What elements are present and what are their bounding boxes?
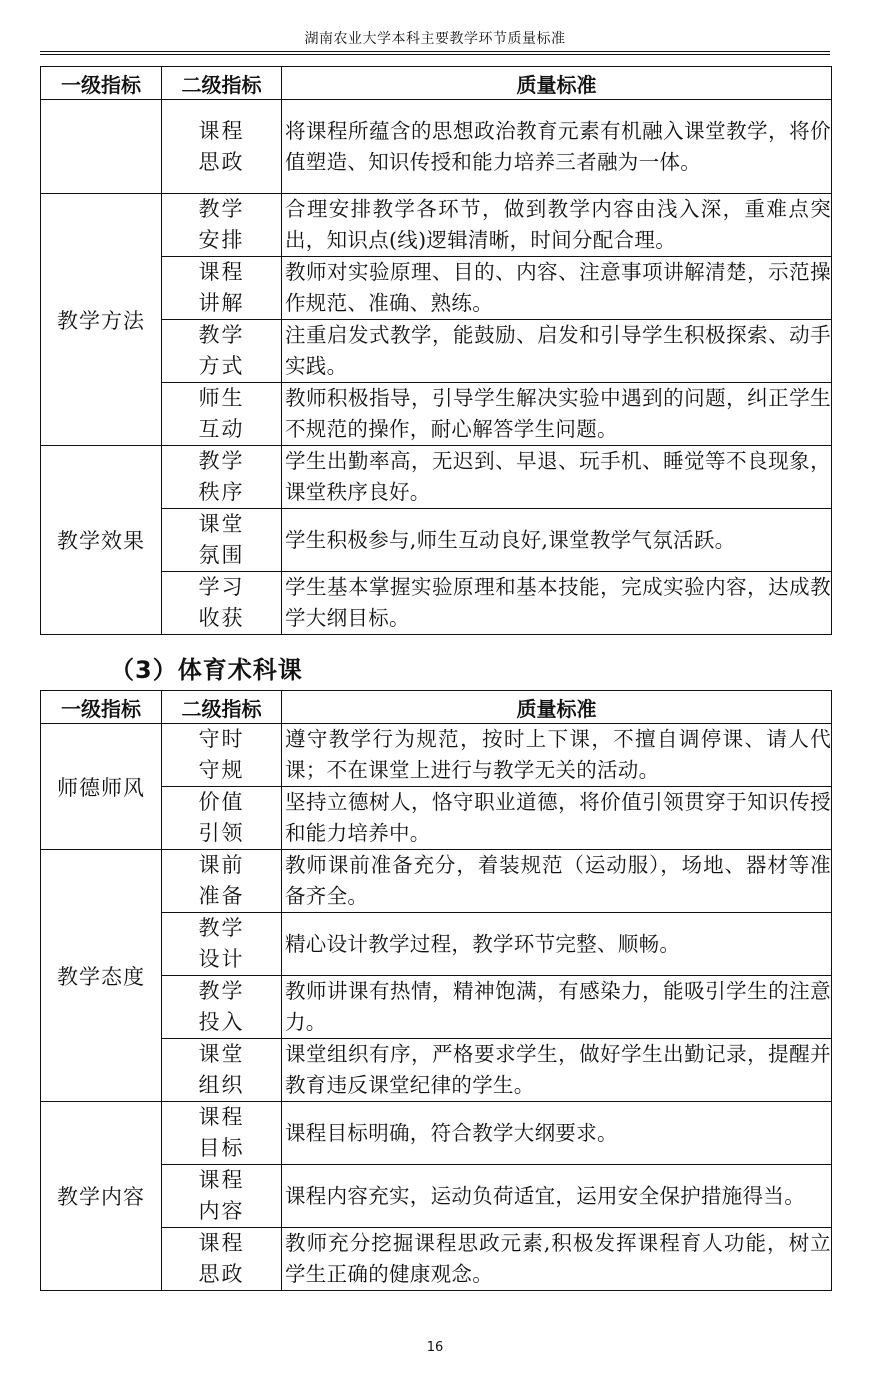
column-header-standard: 质量标准 <box>282 691 832 724</box>
standard-cell: 教师积极指导，引导学生解决实验中遇到的问题，纠正学生不规范的操作，耐心解答学生问题。 <box>282 383 832 446</box>
level1-cell: 师德师风 <box>41 724 162 850</box>
level1-cell: 教学方法 <box>41 194 162 446</box>
level2-cell: 师生 互动 <box>162 383 282 446</box>
level2-cell: 守时 守规 <box>162 724 282 787</box>
level2-cell: 课前 准备 <box>162 850 282 913</box>
standard-cell: 精心设计教学过程，教学环节完整、顺畅。 <box>282 913 832 976</box>
page-number: 16 <box>426 1340 444 1355</box>
level1-cell: 教学内容 <box>41 1102 162 1291</box>
standard-cell: 将课程所蕴含的思想政治教育元素有机融入课堂教学，将价值塑造、知识传授和能力培养三者融为一体。 <box>282 100 832 194</box>
level2-cell: 教学 安排 <box>162 194 282 257</box>
standard-cell: 课堂组织有序，严格要求学生，做好学生出勤记录，提醒并教育违反课堂纪律的学生。 <box>282 1039 832 1102</box>
column-header-level1: 一级指标 <box>41 691 162 724</box>
level1-cell <box>41 100 162 194</box>
table-row <box>41 1102 832 1165</box>
quality-standard-table-2 <box>40 690 832 1291</box>
level2-cell: 课程 目标 <box>162 1102 282 1165</box>
table-row <box>41 724 832 787</box>
column-header-level2: 二级指标 <box>162 691 282 724</box>
standard-cell: 学生基本掌握实验原理和基本技能，完成实验内容，达成教学大纲目标。 <box>282 572 832 635</box>
column-header-level2: 二级指标 <box>162 67 282 100</box>
header-rule-thin <box>40 54 830 55</box>
level2-cell: 课程 讲解 <box>162 257 282 320</box>
standard-cell: 教师讲课有热情，精神饱满，有感染力，能吸引学生的注意力。 <box>282 976 832 1039</box>
standard-cell: 课程目标明确，符合教学大纲要求。 <box>282 1102 832 1165</box>
standard-cell: 坚持立德树人，恪守职业道德，将价值引领贯穿于知识传授和能力培养中。 <box>282 787 832 850</box>
standard-cell: 学生积极参与,师生互动良好,课堂教学气氛活跃。 <box>282 509 832 572</box>
header-rule <box>40 51 830 52</box>
column-header-standard: 质量标准 <box>282 67 832 100</box>
standard-cell: 注重启发式教学，能鼓励、启发和引导学生积极探索、动手实践。 <box>282 320 832 383</box>
table-row <box>41 446 832 509</box>
table-row <box>41 850 832 913</box>
table-row <box>41 100 832 194</box>
level2-cell: 教学 投入 <box>162 976 282 1039</box>
standard-cell: 教师课前准备充分，着装规范（运动服），场地、器材等准备齐全。 <box>282 850 832 913</box>
level2-cell: 课堂 氛围 <box>162 509 282 572</box>
standard-cell: 遵守教学行为规范，按时上下课，不擅自调停课、请人代课；不在课堂上进行与教学无关的活动。 <box>282 724 832 787</box>
level2-cell: 课程 思政 <box>162 1228 282 1291</box>
level1-cell: 教学态度 <box>41 850 162 1102</box>
column-header-level1: 一级指标 <box>41 67 162 100</box>
table-row <box>41 194 832 257</box>
standard-cell: 合理安排教学各环节，做到教学内容由浅入深，重难点突出，知识点(线)逻辑清晰，时间分配合理。 <box>282 194 832 257</box>
level2-cell: 教学 设计 <box>162 913 282 976</box>
table-header-row <box>41 691 832 724</box>
standard-cell: 教师充分挖掘课程思政元素,积极发挥课程育人功能，树立学生正确的健康观念。 <box>282 1228 832 1291</box>
level2-cell: 课程 内容 <box>162 1165 282 1228</box>
quality-standard-table-1 <box>40 66 832 635</box>
standard-cell: 课程内容充实，运动负荷适宜，运用安全保护措施得当。 <box>282 1165 832 1228</box>
standard-cell: 教师对实验原理、目的、内容、注意事项讲解清楚，示范操作规范、准确、熟练。 <box>282 257 832 320</box>
page-header: 湖南农业大学本科主要教学环节质量标准 <box>304 31 566 47</box>
level2-cell: 教学 方式 <box>162 320 282 383</box>
standard-cell: 学生出勤率高，无迟到、早退、玩手机、睡觉等不良现象，课堂秩序良好。 <box>282 446 832 509</box>
level2-cell: 学习 收获 <box>162 572 282 635</box>
table-header-row <box>41 67 832 100</box>
level1-cell: 教学效果 <box>41 446 162 635</box>
section-heading: （3）体育术科课 <box>110 656 303 684</box>
level2-cell: 价值 引领 <box>162 787 282 850</box>
level2-cell: 教学 秩序 <box>162 446 282 509</box>
level2-cell: 课程 思政 <box>162 100 282 194</box>
level2-cell: 课堂 组织 <box>162 1039 282 1102</box>
